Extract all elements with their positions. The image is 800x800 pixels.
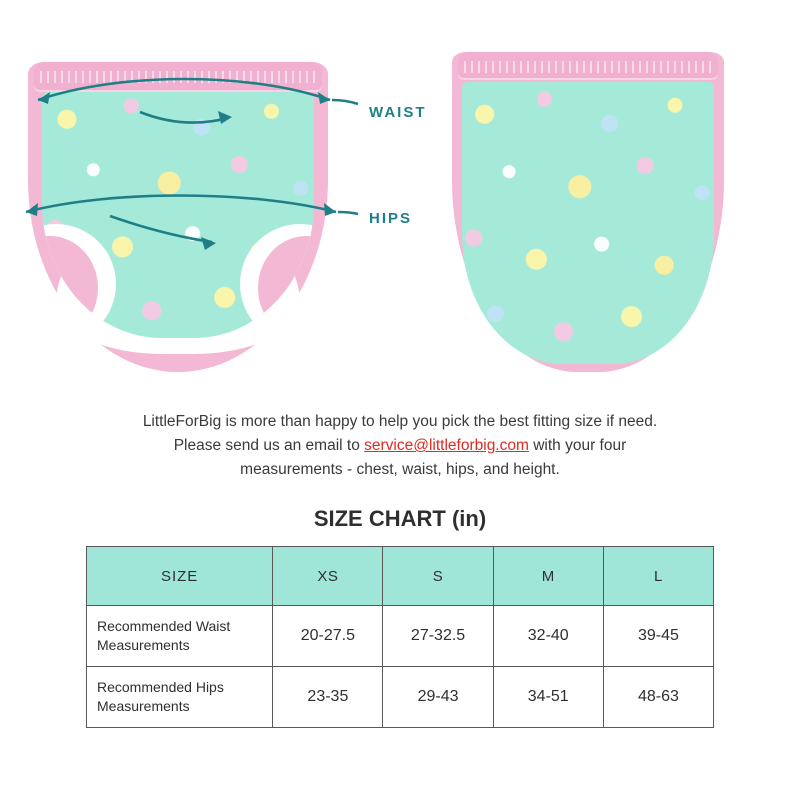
cell-waist-l: 39-45 (603, 606, 713, 667)
cell-waist-xs: 20-27.5 (273, 606, 383, 667)
size-chart-title: SIZE CHART (in) (313, 506, 487, 531)
garment-printed-fabric-front (42, 92, 314, 338)
help-line-3: measurements - chest, waist, hips, and height. (240, 461, 560, 478)
table-row (87, 667, 714, 728)
cell-hips-xs: 23-35 (273, 667, 383, 728)
column-header-s: S (383, 547, 493, 606)
help-line-1: LittleForBig is more than happy to help you pick the best fitting size if need. (142, 413, 658, 430)
row-label-waist: Recommended Waist Measurements (87, 606, 273, 667)
cell-waist-s: 27-32.5 (383, 606, 493, 667)
elastic-waistband-front (34, 62, 322, 92)
hips-label: HIPS (369, 210, 413, 227)
column-header-xs: XS (273, 547, 383, 606)
hips-label-connector (338, 212, 358, 214)
support-email-link[interactable]: service@littleforbig.com (364, 437, 529, 454)
table-row (87, 606, 714, 667)
cell-waist-m: 32-40 (493, 606, 603, 667)
elastic-waistband-back (458, 52, 718, 80)
animal-print-pattern-back (462, 82, 714, 364)
cell-hips-s: 29-43 (383, 667, 493, 728)
size-chart-table-wrapper (86, 546, 714, 728)
training-pants-front-view (28, 62, 328, 372)
column-header-l: L (603, 547, 713, 606)
column-header-size: SIZE (87, 547, 273, 606)
row-label-hips: Recommended Hips Measurements (87, 667, 273, 728)
cell-hips-m: 34-51 (493, 667, 603, 728)
help-line-2 (0, 434, 800, 458)
training-pants-back-view (452, 52, 724, 372)
waist-label-connector (332, 100, 358, 104)
size-chart-table (86, 546, 714, 728)
waist-label: WAIST (369, 104, 427, 121)
cell-hips-l: 48-63 (603, 667, 713, 728)
garment-printed-fabric-back (462, 82, 714, 364)
table-header-row (87, 547, 714, 606)
sizing-help-text (0, 410, 800, 482)
column-header-m: M (493, 547, 603, 606)
help-line-2-suffix: with your four (528, 437, 627, 454)
help-line-2-prefix: Please send us an email to (173, 437, 365, 454)
